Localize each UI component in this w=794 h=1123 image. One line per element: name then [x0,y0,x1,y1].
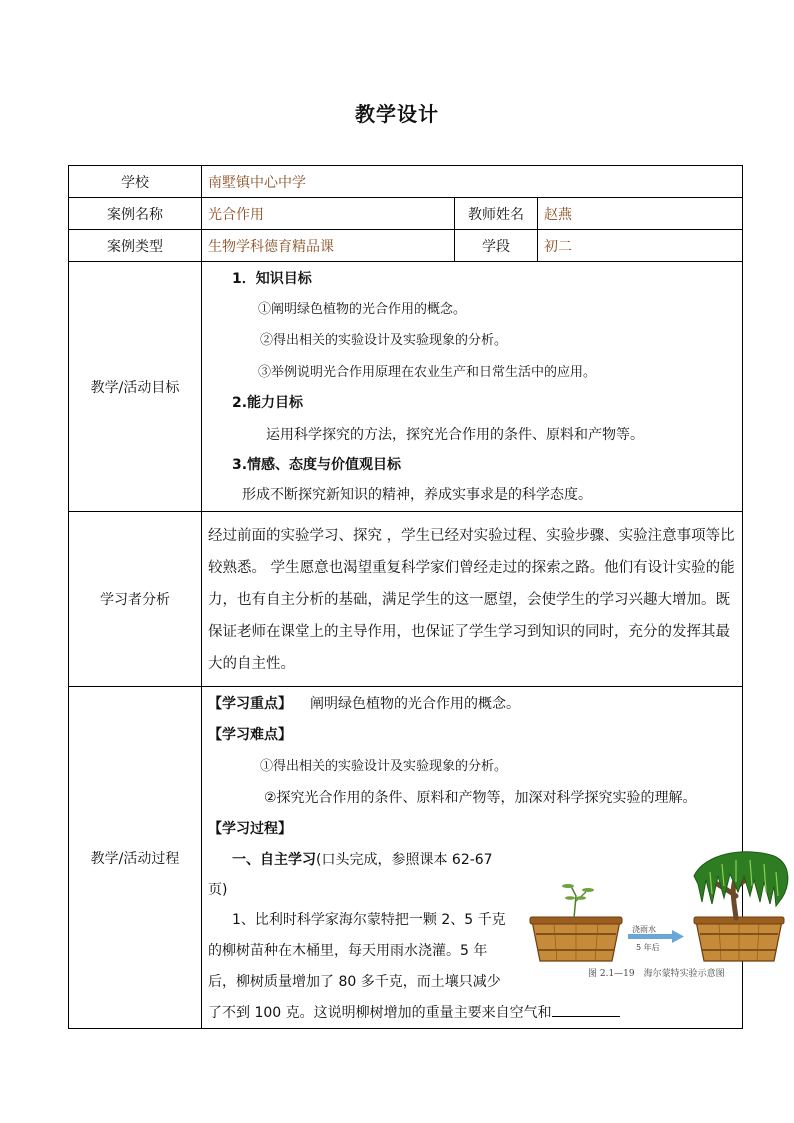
large-bucket-icon [694,917,784,961]
focus-text: 阐明绿色植物的光合作用的概念。 [310,696,520,712]
knowledge-goal-2: ②得出相关的实验设计及实验现象的分析。 [260,333,508,348]
knowledge-goal-1: ①阐明绿色植物的光合作用的概念。 [258,302,467,317]
school-value: 南墅镇中心中学 [202,166,743,198]
section1-line [232,849,493,869]
helmont-experiment-figure [524,846,794,981]
figure-caption: 图 2.1—19 海尔蒙特实验示意图 [588,969,725,979]
ability-goal-1: 运用科学探究的方法，探究光合作用的条件、原料和产物等。 [266,427,644,443]
arrow-bottom-label: 5 年后 [636,943,660,952]
analysis-text: 经过前面的实验学习、探究 ，学生已经对实验过程、实验步骤、实验注意事项等比较熟悉。 学生愿意也渴望重复科学家们曾经走过的探索之路。他们有设计实验的能力，也有自主分析的基础，满足学生的这一愿望，会使学生的学习兴趣大增加。既保证老师在课堂上的主导作用，也保证了学生学习到知识的同时，充分的发挥其最大的自主性。 [202,512,743,687]
section1-note: (口头完成，参照课本 62-67 [316,852,493,868]
row-goals [69,262,743,512]
section1-note-end: 页) [208,882,228,898]
row-school [69,166,743,198]
process-label: 教学/活动过程 [69,687,202,1029]
question1-line4: 了不到 100 克。这说明柳树增加的重量主要来自空气和 [208,1002,620,1022]
emotion-goal-1: 形成不断探究新知识的精神，养成实事求是的科学态度。 [242,487,592,503]
knowledge-goal-3: ③举例说明光合作用原理在农业生产和日常生活中的应用。 [258,365,597,380]
willow-tree-icon [694,852,788,918]
question1-line2: 的柳树苗种在木桶里，每天用雨水浇灌。5 年 [208,943,488,959]
knowledge-goal-heading: 1．知识目标 [232,271,312,287]
goals-content [202,262,742,508]
row-case-name [69,198,743,230]
process-tag: 【学习过程】 [208,821,292,837]
case-type-value: 生物学科德育精品课 [202,230,455,262]
question1-line1: 1、比利时科学家海尔蒙特把一颗 2、5 千克 [232,912,506,928]
school-label: 学校 [69,166,202,198]
page-title: 教学设计 [355,102,439,126]
focus-line [208,693,520,713]
sapling-icon [562,884,594,918]
teacher-label: 教师姓名 [455,198,538,230]
difficulty-tag: 【学习难点】 [208,727,292,743]
difficulty-2: ②探究光合作用的条件、原料和产物等，加深对科学探究实验的理解。 [264,790,697,806]
goals-label: 教学/活动目标 [69,262,202,512]
case-name-value: 光合作用 [202,198,455,230]
focus-tag: 【学习重点】 [208,696,292,712]
section1-title: 一、自主学习 [232,852,316,868]
case-type-label: 案例类型 [69,230,202,262]
difficulty-1: ①得出相关的实验设计及实验现象的分析。 [260,759,508,774]
small-bucket-icon [530,917,622,961]
row-case-type [69,230,743,262]
case-name-label: 案例名称 [69,198,202,230]
teacher-value: 赵燕 [538,198,743,230]
grade-label: 学段 [455,230,538,262]
row-analysis [69,512,743,687]
ability-goal-heading: 2.能力目标 [232,395,304,411]
arrow-top-label: 浇雨水 [632,925,656,934]
analysis-label: 学习者分析 [69,512,202,687]
emotion-goal-heading: 3.情感、态度与价值观目标 [232,457,402,473]
answer-blank[interactable] [552,1002,620,1017]
grade-value: 初二 [538,230,743,262]
question1-line3: 后，柳树质量增加了 80 多千克，而土壤只减少 [208,974,501,990]
